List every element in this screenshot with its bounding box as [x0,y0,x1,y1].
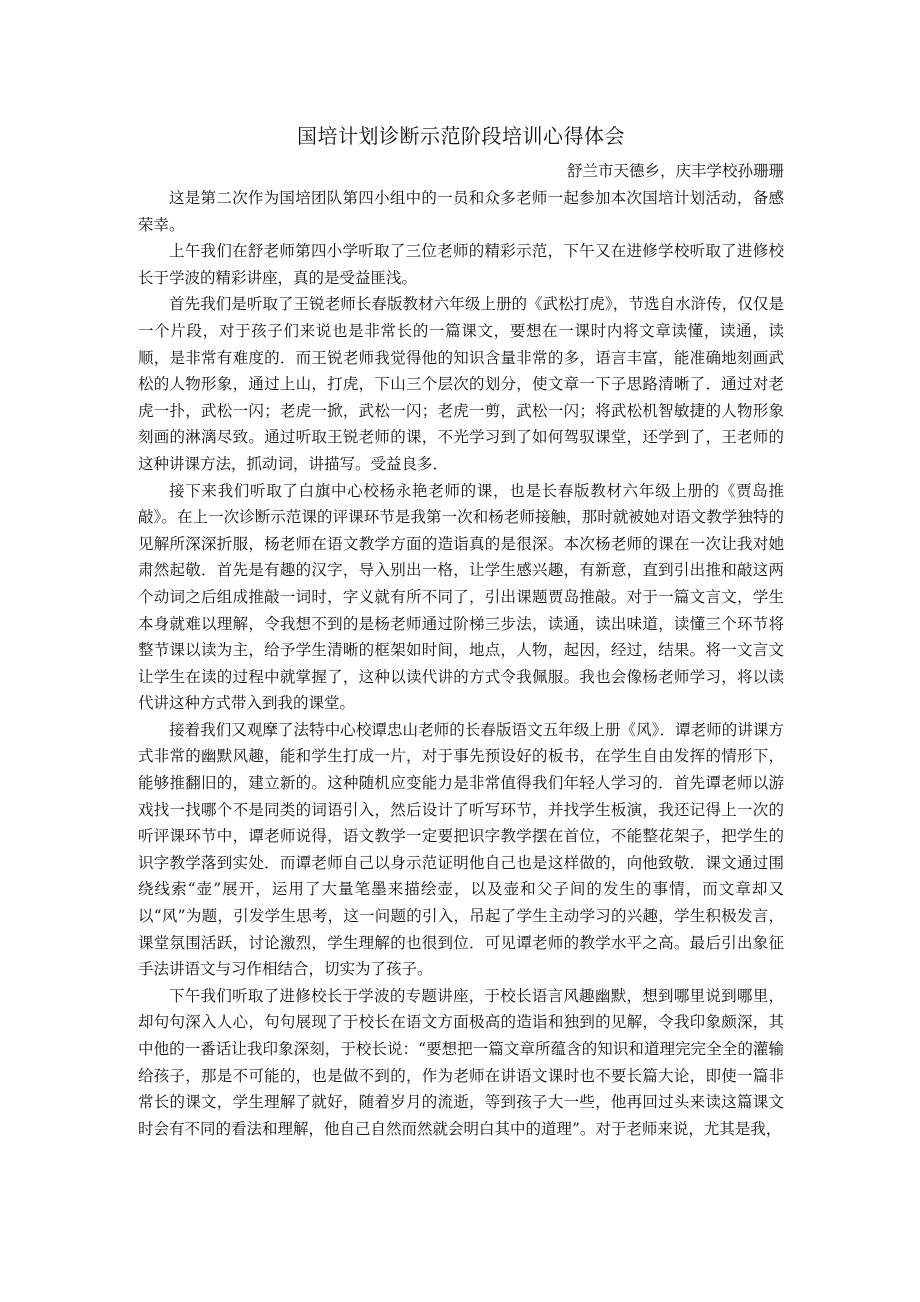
paragraph-2: 上午我们在舒老师第四小学听取了三位老师的精彩示范，下午又在进修学校听取了进修校长于学波的精彩讲座，真的是受益匪浅。 [138,242,784,287]
paragraph-4: 接下来我们听取了白旗中心校杨永艳老师的课，也是长春版教材六年级上册的《贾岛推敲》。在上一次诊断示范课的评课环节是我第一次和杨老师接触，那时就被她对语文教学独特的见解所深深折服，杨老师在语文教学方面的造诣真的是很深。本次杨老师的课在一次让我对她肃然起敬．首先是有趣的汉字，导入别出一格，让学生感兴趣，有新意，直到引出推和敲这两个动词之后组成推敲一词时，字义就有所不同了，引出课题贾岛推敲。对于一篇文言文，学生本身就难以理解，令我想不到的是杨老师通过阶梯三步法，读通，读出味道，读懂三个环节将整节课以读为主，给予学生清晰的框架如时间，地点，人物，起因，经过，结果。将一文言文让学生在读的过程中就掌握了，这种以读代讲的方式令我佩服。我也会像杨老师学习，将以读代讲这种方式带入到我的课堂。 [138,481,784,713]
paragraph-6: 下午我们听取了进修校长于学波的专题讲座，于校长语言风趣幽默，想到哪里说到哪里，却句句深入人心，句句展现了于校长在语文方面极高的造诣和独到的见解，令我印象颇深，其中他的一番话让我印象深刻，于校长说：“要想把一篇文章所蕴含的知识和道理完完全全的灌输给孩子，那是不可能的，也是做不到的，作为老师在讲语文课时也不要长篇大论，即使一篇非常长的课文，学生理解了就好，随着岁月的流逝，等到孩子大一些，他再回过头来读这篇课文时会有不同的看法和理解，他自己自然而然就会明白其中的道理”。对于老师来说，尤其是我， [138,986,784,1138]
paragraph-3: 首先我们是听取了王锐老师长春版教材六年级上册的《武松打虎》，节选自水浒传，仅仅是一个片段，对于孩子们来说也是非常长的一篇课文，要想在一课时内将文章读懂，读通，读顺，是非常有难度的．而王锐老师我觉得他的知识含量非常的多，语言丰富，能准确地刻画武松的人物形象，通过上山，打虎，下山三个层次的划分，使文章一下子思路清晰了．通过对老虎一扑，武松一闪；老虎一掀，武松一闪；老虎一剪，武松一闪；将武松机智敏捷的人物形象刻画的淋漓尽致。通过听取王锐老师的课，不光学习到了如何驾驭课堂，还学到了，王老师的这种讲课方法，抓动词，讲描写。受益良多． [138,295,784,473]
document-title: 国培计划诊断示范阶段培训心得体会 [297,124,625,148]
paragraph-5: 接着我们又观摩了法特中心校谭忠山老师的长春版语文五年级上册《风》．谭老师的讲课方式非常的幽默风趣，能和学生打成一片，对于事先预设好的板书，在学生自由发挥的情形下，能够推翻旧的，建立新的。这种随机应变能力是非常值得我们年轻人学习的．首先谭老师以游戏找一找哪个不是同类的词语引入，然后设计了听写环节，并找学生板演，我还记得上一次的听评课环节中，谭老师说得，语文教学一定要把识字教学摆在首位，不能整花架子，把学生的识字教学落到实处．而谭老师自己以身示范证明他自己也是这样做的，向他致敬．课文通过围绕线索“壶”展开，运用了大量笔墨来描绘壶，以及壶和父子间的发生的事情，而文章却又以“风”为题，引发学生思考，这一问题的引入，吊起了学生主动学习的兴趣，学生积极发言，课堂氛围活跃，讨论激烈，学生理解的也很到位．可见谭老师的教学水平之高。最后引出象征手法讲语文与习作相结合，切实为了孩子。 [138,720,784,979]
author-line: 舒兰市天德乡，庆丰学校孙珊珊 [566,162,784,180]
paragraph-1: 这是第二次作为国培团队第四小组中的一员和众多老师一起参加本次国培计划活动，备感荣幸。 [138,189,784,234]
document-body [138,118,784,1142]
